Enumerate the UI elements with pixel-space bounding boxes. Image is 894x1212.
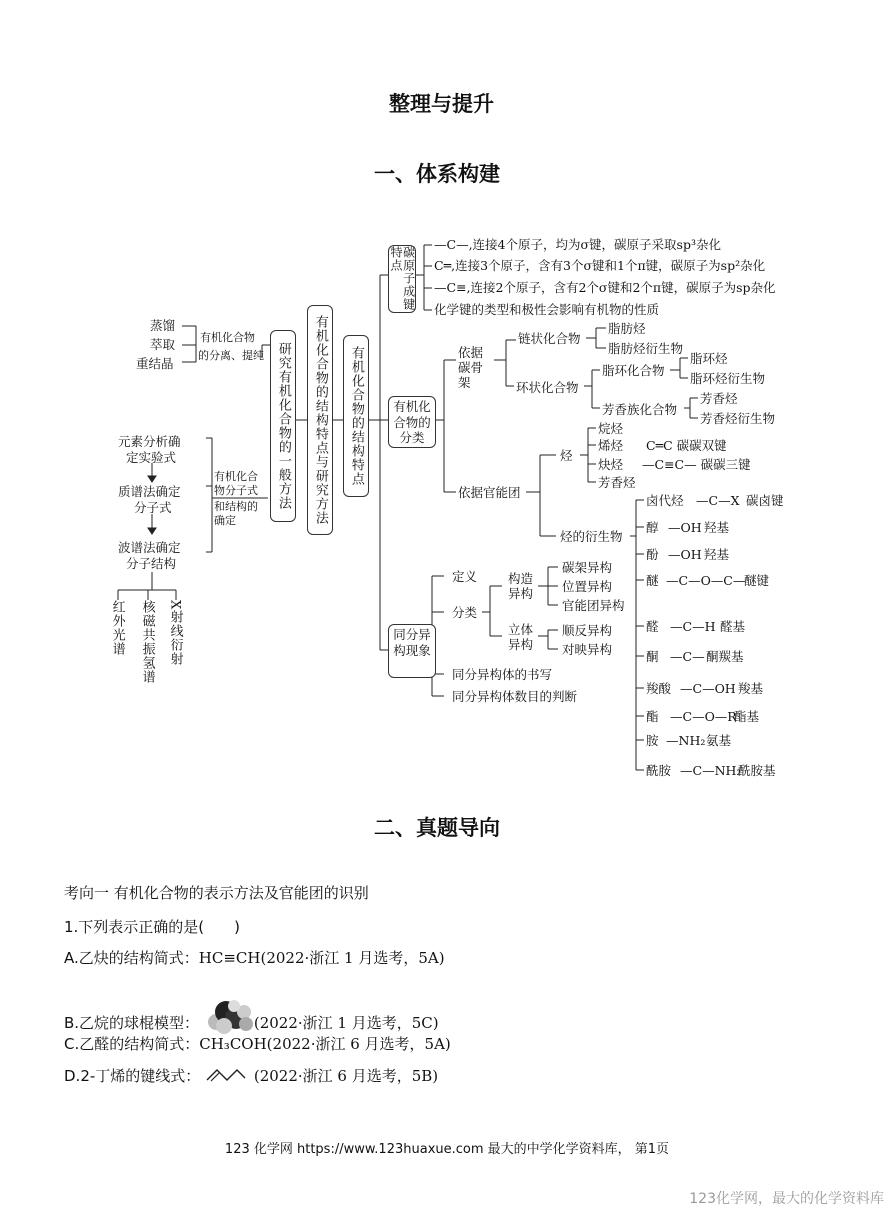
- deriv-name-8: 胺: [646, 733, 659, 748]
- deriv-name-5: 酮: [646, 649, 659, 664]
- option-b-label: B.乙烷的球棍模型：: [64, 1014, 200, 1032]
- deriv-formula-9: —C—NH₂: [680, 763, 742, 778]
- box-structure-method: 有机化合物的结构特点与研究方法: [307, 305, 333, 535]
- box-structure-features: 有机化合物的结构特点: [343, 335, 369, 497]
- butene-skeletal-formula-image: [205, 1066, 249, 1084]
- option-c-formula: CH₃COH(2022·浙江 6 月选考，5A): [199, 1035, 451, 1053]
- deriv-name-2: 酚: [646, 547, 659, 562]
- box-bonding: 碳原子成键特点: [389, 246, 416, 311]
- deriv-name-6: 羧酸: [646, 681, 672, 696]
- option-a: [64, 947, 445, 968]
- box-general-method: 研究有机化合物的一般方法: [270, 330, 296, 522]
- option-d-source: (2022·浙江 6 月选考，5B): [253, 1067, 439, 1085]
- deriv-group-0: 碳卤键: [746, 493, 784, 508]
- deriv-name-9: 酰胺: [646, 763, 672, 778]
- deriv-formula-8: —NH₂: [666, 733, 706, 748]
- deriv-group-4: 醛基: [720, 619, 746, 634]
- deriv-group-3: 醚键: [744, 573, 770, 588]
- isomer-classification: 分类: [452, 605, 478, 620]
- cis-trans-isomerism: 顺反异构: [562, 623, 613, 638]
- option-b: [64, 1000, 439, 1036]
- arene: 芳香烃: [598, 475, 636, 490]
- deriv-formula-7: —C—O—R: [670, 709, 737, 724]
- bonding-item-sp: —C≡,连接2个原子，含有2个σ键和2个π键，碳原子为sp杂化: [434, 280, 776, 295]
- deriv-name-4: 醛: [646, 619, 659, 634]
- section-title-exam: 二、真题导向: [374, 815, 500, 840]
- topic-heading: 考向一 有机化合物的表示方法及官能团的识别: [64, 884, 369, 902]
- option-c: [64, 1033, 451, 1054]
- classify-by-functional-group: 依据官能团: [458, 485, 521, 500]
- molecular-label-3: 和结构的: [214, 500, 258, 513]
- deriv-formula-0: —C—X: [696, 493, 740, 508]
- enantiomerism: 对映异构: [562, 642, 613, 657]
- classify-by-skeleton: 依据碳骨架: [458, 345, 484, 390]
- deriv-formula-5: —C—: [670, 649, 705, 664]
- functional-isomerism: 官能团异构: [562, 598, 625, 613]
- alkane: 烷烃: [598, 421, 624, 436]
- deriv-name-7: 酯: [646, 709, 659, 724]
- alkyne: 炔烃: [598, 457, 624, 472]
- isomer-writing: 同分异构体的书写: [452, 667, 553, 682]
- deriv-name-0: 卤代烃: [646, 493, 684, 508]
- option-c-label: C.乙醛的结构简式：: [64, 1035, 200, 1053]
- alkyne-bond: —C≡C— 碳碳三键: [642, 457, 751, 472]
- molecular-label-4: 确定: [214, 514, 236, 527]
- box-classification: 有机化合物的分类: [388, 396, 436, 448]
- chain-compounds: 链状化合物: [518, 331, 581, 346]
- separation-label-1: 有机化合物: [200, 331, 255, 344]
- molecular-label-1: 有机化合: [214, 470, 258, 483]
- isomer-definition: 定义: [452, 569, 478, 584]
- alkene-bond: C═C 碳碳双键: [646, 438, 727, 453]
- box-isomerism: 同分异构现象: [388, 624, 436, 678]
- aromatic-compounds: 芳香族化合物: [602, 402, 678, 417]
- aliphatic-derivative: 脂肪烃衍生物: [608, 341, 684, 356]
- alkene: 烯烃: [598, 438, 624, 453]
- stereo-isomerism: 立体异构: [508, 622, 534, 652]
- alicyclic-derivative: 脂环烃衍生物: [690, 371, 766, 386]
- aliphatic-hydrocarbon: 脂肪烃: [608, 321, 646, 336]
- alicyclic-compounds: 脂环化合物: [602, 363, 665, 378]
- question-1: 1.下列表示正确的是( ): [64, 918, 241, 936]
- structural-isomerism: 构造异构: [508, 571, 534, 601]
- deriv-name-1: 醇: [646, 520, 659, 535]
- deriv-group-2: 羟基: [704, 547, 730, 562]
- ethane-ball-model-image: [204, 1000, 254, 1036]
- ring-compounds: 环状化合物: [516, 380, 579, 395]
- bonding-item-polarity: 化学键的类型和极性会影响有机物的性质: [434, 302, 660, 317]
- method-recrystallization: 重结晶: [136, 356, 174, 371]
- spectrum-nmr: 核磁共振氢谱: [139, 600, 155, 684]
- hydrocarbon-derivative: 烃的衍生物: [560, 529, 623, 544]
- method-extraction: 萃取: [150, 337, 176, 352]
- skeletal-isomerism: 碳架异构: [562, 560, 613, 575]
- aromatic-derivative: 芳香烃衍生物: [700, 411, 776, 426]
- option-d: [64, 1065, 438, 1086]
- analysis-step2-line2: 分子式: [134, 500, 172, 515]
- analysis-step3-line2: 分子结构: [126, 556, 177, 571]
- bonding-item-sp3: —C—,连接4个原子，均为σ键，碳原子采取sp³杂化: [434, 237, 721, 252]
- spectrum-xray: X射线衍射: [167, 600, 183, 667]
- aromatic-hydrocarbon: 芳香烃: [700, 391, 738, 406]
- isomer-counting: 同分异构体数目的判断: [452, 689, 578, 704]
- option-a-label: A.乙炔的结构简式：: [64, 949, 199, 967]
- separation-label-2: 的分离、提纯: [198, 349, 264, 362]
- deriv-formula-4: —C—H: [670, 619, 716, 634]
- option-b-source: (2022·浙江 1 月选考，5C): [253, 1014, 439, 1032]
- analysis-step1-line1: 元素分析确: [118, 434, 181, 449]
- deriv-formula-6: —C—OH: [680, 681, 736, 696]
- deriv-group-5: 酮羰基: [706, 649, 744, 664]
- deriv-name-3: 醚: [646, 573, 659, 588]
- deriv-formula-1: —OH: [668, 520, 702, 535]
- spectrum-infrared: 红外光谱: [109, 600, 125, 656]
- method-distillation: 蒸馏: [150, 318, 176, 333]
- page-footer: 123 化学网 https://www.123huaxue.com 最大的中学化学资料库， 第1页: [224, 1142, 670, 1157]
- molecular-label-2: 物分子式: [214, 484, 258, 497]
- page-title: 整理与提升: [389, 91, 494, 116]
- option-a-formula: HC≡CH(2022·浙江 1 月选考，5A): [198, 949, 445, 967]
- section-title-system: 一、体系构建: [374, 161, 500, 186]
- alicyclic-hydrocarbon: 脂环烃: [690, 351, 728, 366]
- deriv-formula-3: —C—O—C—: [666, 573, 746, 588]
- deriv-group-9: 酰胺基: [738, 763, 776, 778]
- analysis-step3-line1: 波谱法确定: [118, 540, 181, 555]
- deriv-group-6: 羧基: [738, 681, 764, 696]
- deriv-group-7: 酯基: [734, 709, 760, 724]
- analysis-step1-line2: 定实验式: [126, 450, 177, 465]
- analysis-step2-line1: 质谱法确定: [118, 484, 181, 499]
- deriv-group-8: 氨基: [706, 733, 732, 748]
- deriv-formula-2: —OH: [668, 547, 702, 562]
- hydrocarbon: 烃: [560, 448, 573, 463]
- bonding-item-sp2: C═,连接3个原子，含有3个σ键和1个π键，碳原子为sp²杂化: [434, 258, 766, 273]
- deriv-group-1: 羟基: [704, 520, 730, 535]
- positional-isomerism: 位置异构: [562, 579, 613, 594]
- watermark: 123化学网，最大的化学资料库: [689, 1191, 884, 1207]
- option-d-label: D.2-丁烯的键线式：: [64, 1067, 201, 1085]
